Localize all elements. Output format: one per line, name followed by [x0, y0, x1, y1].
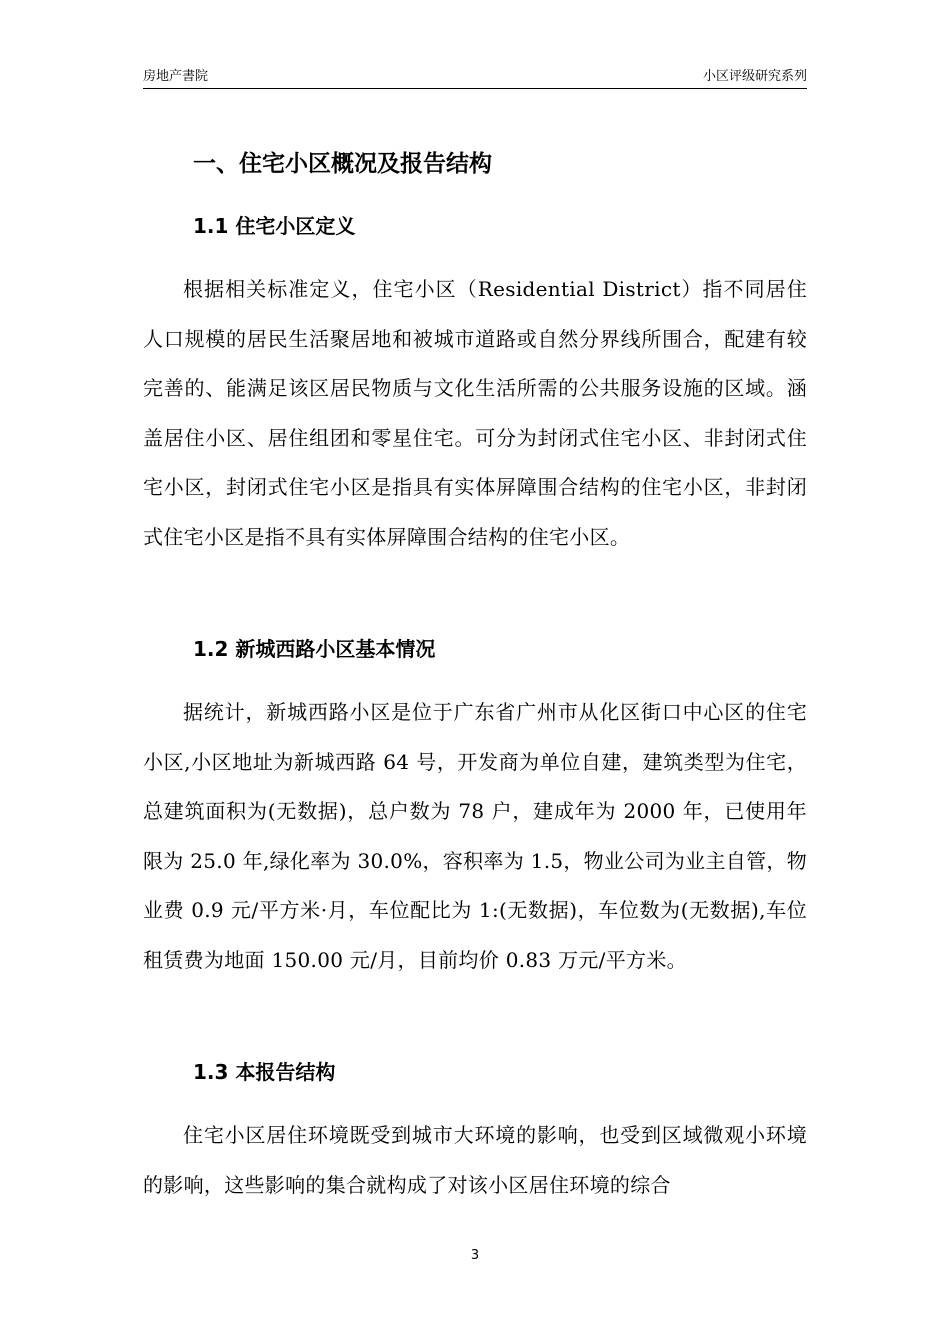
subsection-heading-1-1: 1.1 住宅小区定义 — [193, 214, 356, 238]
header-publisher: 房地产書院 — [143, 69, 209, 84]
subsection-heading-1-3: 1.3 本报告结构 — [193, 1060, 336, 1084]
paragraph-report-structure: 住宅小区居住环境既受到城市大环境的影响，也受到区域微观小环境的影响，这些影响的集合就构成了对该小区居住环境的综合 — [143, 1123, 807, 1197]
page-header — [143, 66, 807, 89]
section-title: 一、住宅小区概况及报告结构 — [193, 151, 492, 177]
paragraph-basic-info: 据统计，新城西路小区是位于广东省广州市从化区街口中心区的住宅小区,小区地址为新城西路 64 号，开发商为单位自建，建筑类型为住宅，总建筑面积为(无数据)，总户数为 78 户，建成年为 2000 年，已使用年限为 25.0 年,绿化率为 30.0%，容积率为 1.5，物业公司为业主自管，物业费 0.9 元/平方米·月，车位配比为 1:(无数据)，车位数为(无数据),车位租赁费为地面 150.00 元/月，目前均价 0.83 万元/平方米。 — [143, 700, 807, 972]
header-series-title: 小区评级研究系列 — [702, 69, 807, 84]
subsection-heading-1-2: 1.2 新城西路小区基本情况 — [193, 637, 436, 661]
paragraph-definition: 根据相关标准定义，住宅小区（Residential District）指不同居住人口规模的居民生活聚居地和被城市道路或自然分界线所围合，配建有较完善的、能满足该区居民物质与文化生活所需的公共服务设施的区域。涵盖居住小区、居住组团和零星住宅。可分为封闭式住宅小区、非封闭式住宅小区，封闭式住宅小区是指具有实体屏障围合结构的住宅小区，非封闭式住宅小区是指不具有实体屏障围合结构的住宅小区。 — [143, 277, 807, 549]
page-number: 3 — [470, 1248, 480, 1263]
